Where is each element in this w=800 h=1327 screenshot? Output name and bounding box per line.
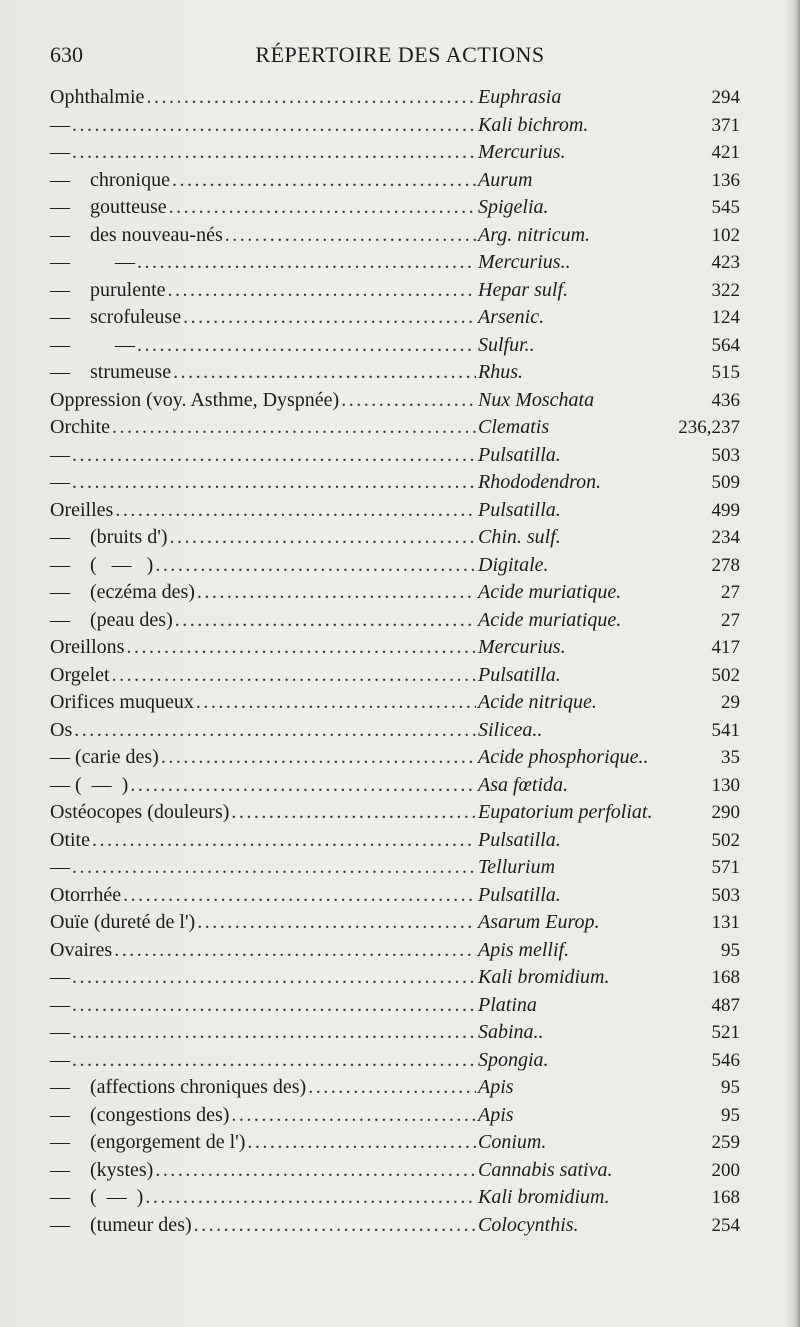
entry-remedy: Apis <box>478 1103 514 1126</box>
entry-term: — (kystes) <box>50 1158 154 1181</box>
entry-term: — <box>50 113 70 136</box>
entry-term: — strumeuse <box>50 361 172 383</box>
entry-term: Oreilles <box>50 498 114 521</box>
entry-page-ref: 95 <box>721 939 740 961</box>
index-entry <box>50 414 740 442</box>
entry-page-ref: 423 <box>711 252 740 273</box>
entry-term: — (engorgement de l') <box>50 1131 246 1153</box>
dot-leader <box>112 414 476 442</box>
dot-leader <box>137 332 476 360</box>
entry-remedy: Mercurius.. <box>478 251 571 273</box>
entry-remedy: Nux Moschata <box>478 388 595 411</box>
index-entry <box>50 992 740 1020</box>
index-entry <box>50 469 740 497</box>
entry-remedy: Eupatorium perfoliat. <box>478 801 653 823</box>
dot-leader <box>194 1212 476 1240</box>
entry-term: — (congestions des) <box>50 1103 230 1126</box>
entry-term: — <box>50 966 70 988</box>
dot-leader <box>197 909 476 937</box>
entry-remedy: Pulsatilla. <box>478 828 561 851</box>
entry-page-ref: 503 <box>711 444 740 466</box>
index-entry <box>50 799 740 827</box>
entry-term: — <box>50 1021 70 1043</box>
index-entry <box>50 249 740 277</box>
dot-leader <box>72 1019 476 1047</box>
dot-leader <box>72 1047 476 1075</box>
entry-page-ref: 95 <box>721 1077 740 1098</box>
entry-term: — des nouveau-nés <box>50 223 223 246</box>
entry-page-ref: 322 <box>711 279 740 301</box>
index-entry <box>50 139 740 167</box>
running-title: RÉPERTOIRE DES ACTIONS <box>255 42 545 67</box>
entry-page-ref: 371 <box>711 114 740 136</box>
entry-term: — <box>50 856 70 878</box>
dot-leader <box>145 1184 476 1212</box>
entry-term: Otorrhée <box>50 883 122 906</box>
entry-remedy: Tellurium <box>478 856 556 878</box>
entry-page-ref: 521 <box>711 1022 740 1043</box>
entry-remedy: Cannabis sativa. <box>478 1158 613 1181</box>
index-entry <box>50 1074 740 1102</box>
entry-remedy: Acide nitrique. <box>478 691 597 713</box>
index-entry <box>50 964 740 992</box>
index-entry <box>50 167 740 195</box>
entry-page-ref: 564 <box>711 334 740 356</box>
entry-term: Orifices muqueux <box>50 691 194 713</box>
index-entry <box>50 524 740 552</box>
index-entry <box>50 772 740 800</box>
entry-remedy: Sabina.. <box>478 1021 544 1043</box>
dot-leader <box>197 579 476 607</box>
index-entry <box>50 1047 740 1075</box>
dot-leader <box>72 112 476 140</box>
entry-page-ref: 95 <box>721 1104 740 1126</box>
index-entry <box>50 1184 740 1212</box>
entry-term: Orgelet <box>50 663 110 686</box>
index-entry <box>50 607 740 635</box>
entry-term: — (tumeur des) <box>50 1213 192 1236</box>
page-number: 630 <box>50 42 83 67</box>
index-entry <box>50 579 740 607</box>
index-entry <box>50 634 740 662</box>
entry-remedy: Rhus. <box>478 361 523 383</box>
dot-leader <box>115 497 476 525</box>
entry-term: — scrofuleuse <box>50 306 182 328</box>
entry-remedy: Pulsatilla. <box>478 883 561 906</box>
entry-page-ref: 29 <box>721 692 740 713</box>
entry-term: Orchite <box>50 416 110 438</box>
index-entry <box>50 1212 740 1240</box>
index-entries <box>50 84 740 1239</box>
dot-leader <box>72 854 476 882</box>
page-header <box>50 40 750 74</box>
entry-page-ref: 502 <box>711 829 740 851</box>
index-entry <box>50 304 740 332</box>
entry-remedy: Pulsatilla. <box>478 443 561 466</box>
entry-page-ref: 499 <box>711 499 740 521</box>
entry-page-ref: 515 <box>711 362 740 383</box>
entry-page-ref: 200 <box>711 1159 740 1181</box>
dot-leader <box>92 827 476 855</box>
entry-remedy: Platina <box>478 993 537 1016</box>
entry-term: Ouïe (dureté de l') <box>50 911 196 933</box>
entry-page-ref: 294 <box>711 87 740 108</box>
entry-remedy: Mercurius. <box>478 141 566 163</box>
dot-leader <box>146 84 476 112</box>
entry-remedy: Kali bromidium. <box>478 966 610 988</box>
dot-leader <box>169 524 476 552</box>
entry-remedy: Asarum Europ. <box>478 911 600 933</box>
index-entry <box>50 689 740 717</box>
entry-page-ref: 234 <box>711 527 740 548</box>
entry-term: — (carie des) <box>50 746 159 768</box>
entry-remedy: Kali bichrom. <box>478 113 589 136</box>
dot-leader <box>183 304 476 332</box>
entry-term: — ( — ) <box>50 553 154 576</box>
entry-page-ref: 131 <box>711 912 740 933</box>
entry-term: Os <box>50 718 73 741</box>
entry-term: — <box>50 1048 70 1071</box>
entry-term: Oppression (voy. Asthme, Dyspnée) <box>50 388 340 411</box>
dot-leader <box>130 772 476 800</box>
entry-page-ref: 421 <box>711 142 740 163</box>
entry-term: — purulente <box>50 278 166 301</box>
entry-term: — (eczéma des) <box>50 581 195 603</box>
dot-leader <box>137 249 476 277</box>
entry-remedy: Apis <box>478 1076 514 1098</box>
index-entry <box>50 552 740 580</box>
index-entry <box>50 1157 740 1185</box>
entry-remedy: Asa fœtida. <box>478 773 569 796</box>
entry-term: — chronique <box>50 168 170 191</box>
dot-leader <box>126 634 476 662</box>
dot-leader <box>231 799 476 827</box>
index-entry <box>50 1102 740 1130</box>
entry-page-ref: 278 <box>711 554 740 576</box>
entry-term: Ovaires <box>50 938 113 961</box>
entry-term: — <box>50 141 70 163</box>
entry-page-ref: 236,237 <box>678 417 740 438</box>
index-entry <box>50 827 740 855</box>
index-entry <box>50 194 740 222</box>
dot-leader <box>72 139 476 167</box>
entry-page-ref: 509 <box>711 472 740 493</box>
entry-page-ref: 290 <box>711 802 740 823</box>
page-edge-shadow <box>786 0 800 1327</box>
entry-page-ref: 571 <box>711 857 740 878</box>
index-entry <box>50 387 740 415</box>
entry-page-ref: 259 <box>711 1132 740 1153</box>
entry-remedy: Arg. nitricum. <box>478 223 591 246</box>
dot-leader <box>196 689 476 717</box>
entry-page-ref: 168 <box>711 967 740 988</box>
dot-leader <box>169 194 476 222</box>
dot-leader <box>168 277 476 305</box>
entry-remedy: Chin. sulf. <box>478 526 561 548</box>
dot-leader <box>72 992 476 1020</box>
entry-remedy: Clematis <box>478 416 550 438</box>
index-entry <box>50 112 740 140</box>
entry-term: Otite <box>50 828 90 851</box>
entry-term: — — <box>50 251 135 273</box>
entry-term: — <box>50 443 70 466</box>
entry-term: — goutteuse <box>50 196 167 218</box>
index-entry <box>50 332 740 360</box>
dot-leader <box>74 717 476 745</box>
entry-remedy: Silicea.. <box>478 718 543 741</box>
dot-leader <box>175 607 476 635</box>
entry-term: — ( — ) <box>50 773 129 796</box>
entry-page-ref: 541 <box>711 719 740 741</box>
entry-remedy: Sulfur.. <box>478 333 535 356</box>
entry-term: — <box>50 993 70 1016</box>
dot-leader <box>72 469 476 497</box>
dot-leader <box>155 1157 476 1185</box>
dot-leader <box>155 552 476 580</box>
entry-remedy: Pulsatilla. <box>478 663 561 686</box>
dot-leader <box>341 387 476 415</box>
index-entry <box>50 277 740 305</box>
entry-remedy: Mercurius. <box>478 636 566 658</box>
index-entry <box>50 1019 740 1047</box>
entry-page-ref: 487 <box>711 994 740 1016</box>
dot-leader <box>225 222 476 250</box>
entry-page-ref: 546 <box>711 1049 740 1071</box>
entry-remedy: Acide muriatique. <box>478 608 622 631</box>
entry-remedy: Rhododendron. <box>478 471 602 493</box>
dot-leader <box>172 167 476 195</box>
dot-leader <box>247 1129 476 1157</box>
entry-term: Ostéocopes (douleurs) <box>50 801 230 823</box>
entry-remedy: Arsenic. <box>478 306 545 328</box>
entry-term: Oreillons <box>50 636 125 658</box>
entry-page-ref: 545 <box>711 197 740 218</box>
entry-page-ref: 254 <box>711 1214 740 1236</box>
entry-term: — <box>50 471 70 493</box>
entry-page-ref: 102 <box>711 224 740 246</box>
dot-leader <box>161 744 476 772</box>
entry-term: — — <box>50 333 135 356</box>
entry-term: — (bruits d') <box>50 526 168 548</box>
entry-remedy: Apis mellif. <box>478 938 570 961</box>
dot-leader <box>123 882 476 910</box>
entry-term: Ophthalmie <box>50 86 145 108</box>
entry-page-ref: 502 <box>711 664 740 686</box>
index-entry <box>50 359 740 387</box>
entry-page-ref: 417 <box>711 637 740 658</box>
entry-term: — (affections chroniques des) <box>50 1076 307 1098</box>
entry-remedy: Spongia. <box>478 1048 549 1071</box>
entry-remedy: Kali bromidium. <box>478 1186 610 1208</box>
entry-remedy: Hepar sulf. <box>478 278 568 301</box>
entry-remedy: Aurum <box>478 168 533 191</box>
entry-remedy: Digitale. <box>478 553 549 576</box>
index-entry <box>50 744 740 772</box>
entry-term: — (peau des) <box>50 608 173 631</box>
index-entry <box>50 222 740 250</box>
index-entry <box>50 882 740 910</box>
entry-remedy: Acide phosphorique.. <box>478 746 649 768</box>
dot-leader <box>112 662 476 690</box>
dot-leader <box>72 442 476 470</box>
dot-leader <box>72 964 476 992</box>
index-entry <box>50 937 740 965</box>
entry-page-ref: 168 <box>711 1187 740 1208</box>
entry-remedy: Colocynthis. <box>478 1213 579 1236</box>
entry-remedy: Acide muriatique. <box>478 581 622 603</box>
dot-leader <box>231 1102 476 1130</box>
index-entry <box>50 497 740 525</box>
entry-remedy: Spigelia. <box>478 196 549 218</box>
entry-page-ref: 27 <box>721 609 740 631</box>
index-entry <box>50 909 740 937</box>
dot-leader <box>114 937 476 965</box>
entry-page-ref: 503 <box>711 884 740 906</box>
entry-page-ref: 136 <box>711 169 740 191</box>
entry-remedy: Conium. <box>478 1131 547 1153</box>
entry-page-ref: 130 <box>711 774 740 796</box>
index-entry <box>50 442 740 470</box>
entry-remedy: Pulsatilla. <box>478 498 561 521</box>
dot-leader <box>173 359 476 387</box>
entry-page-ref: 436 <box>711 389 740 411</box>
dot-leader <box>308 1074 476 1102</box>
entry-page-ref: 124 <box>711 307 740 328</box>
entry-remedy: Euphrasia <box>478 86 562 108</box>
entry-term: — ( — ) <box>50 1186 144 1208</box>
entry-page-ref: 35 <box>721 747 740 768</box>
entry-page-ref: 27 <box>721 582 740 603</box>
index-entry <box>50 854 740 882</box>
index-entry <box>50 84 740 112</box>
index-entry <box>50 1129 740 1157</box>
index-entry <box>50 662 740 690</box>
index-entry <box>50 717 740 745</box>
